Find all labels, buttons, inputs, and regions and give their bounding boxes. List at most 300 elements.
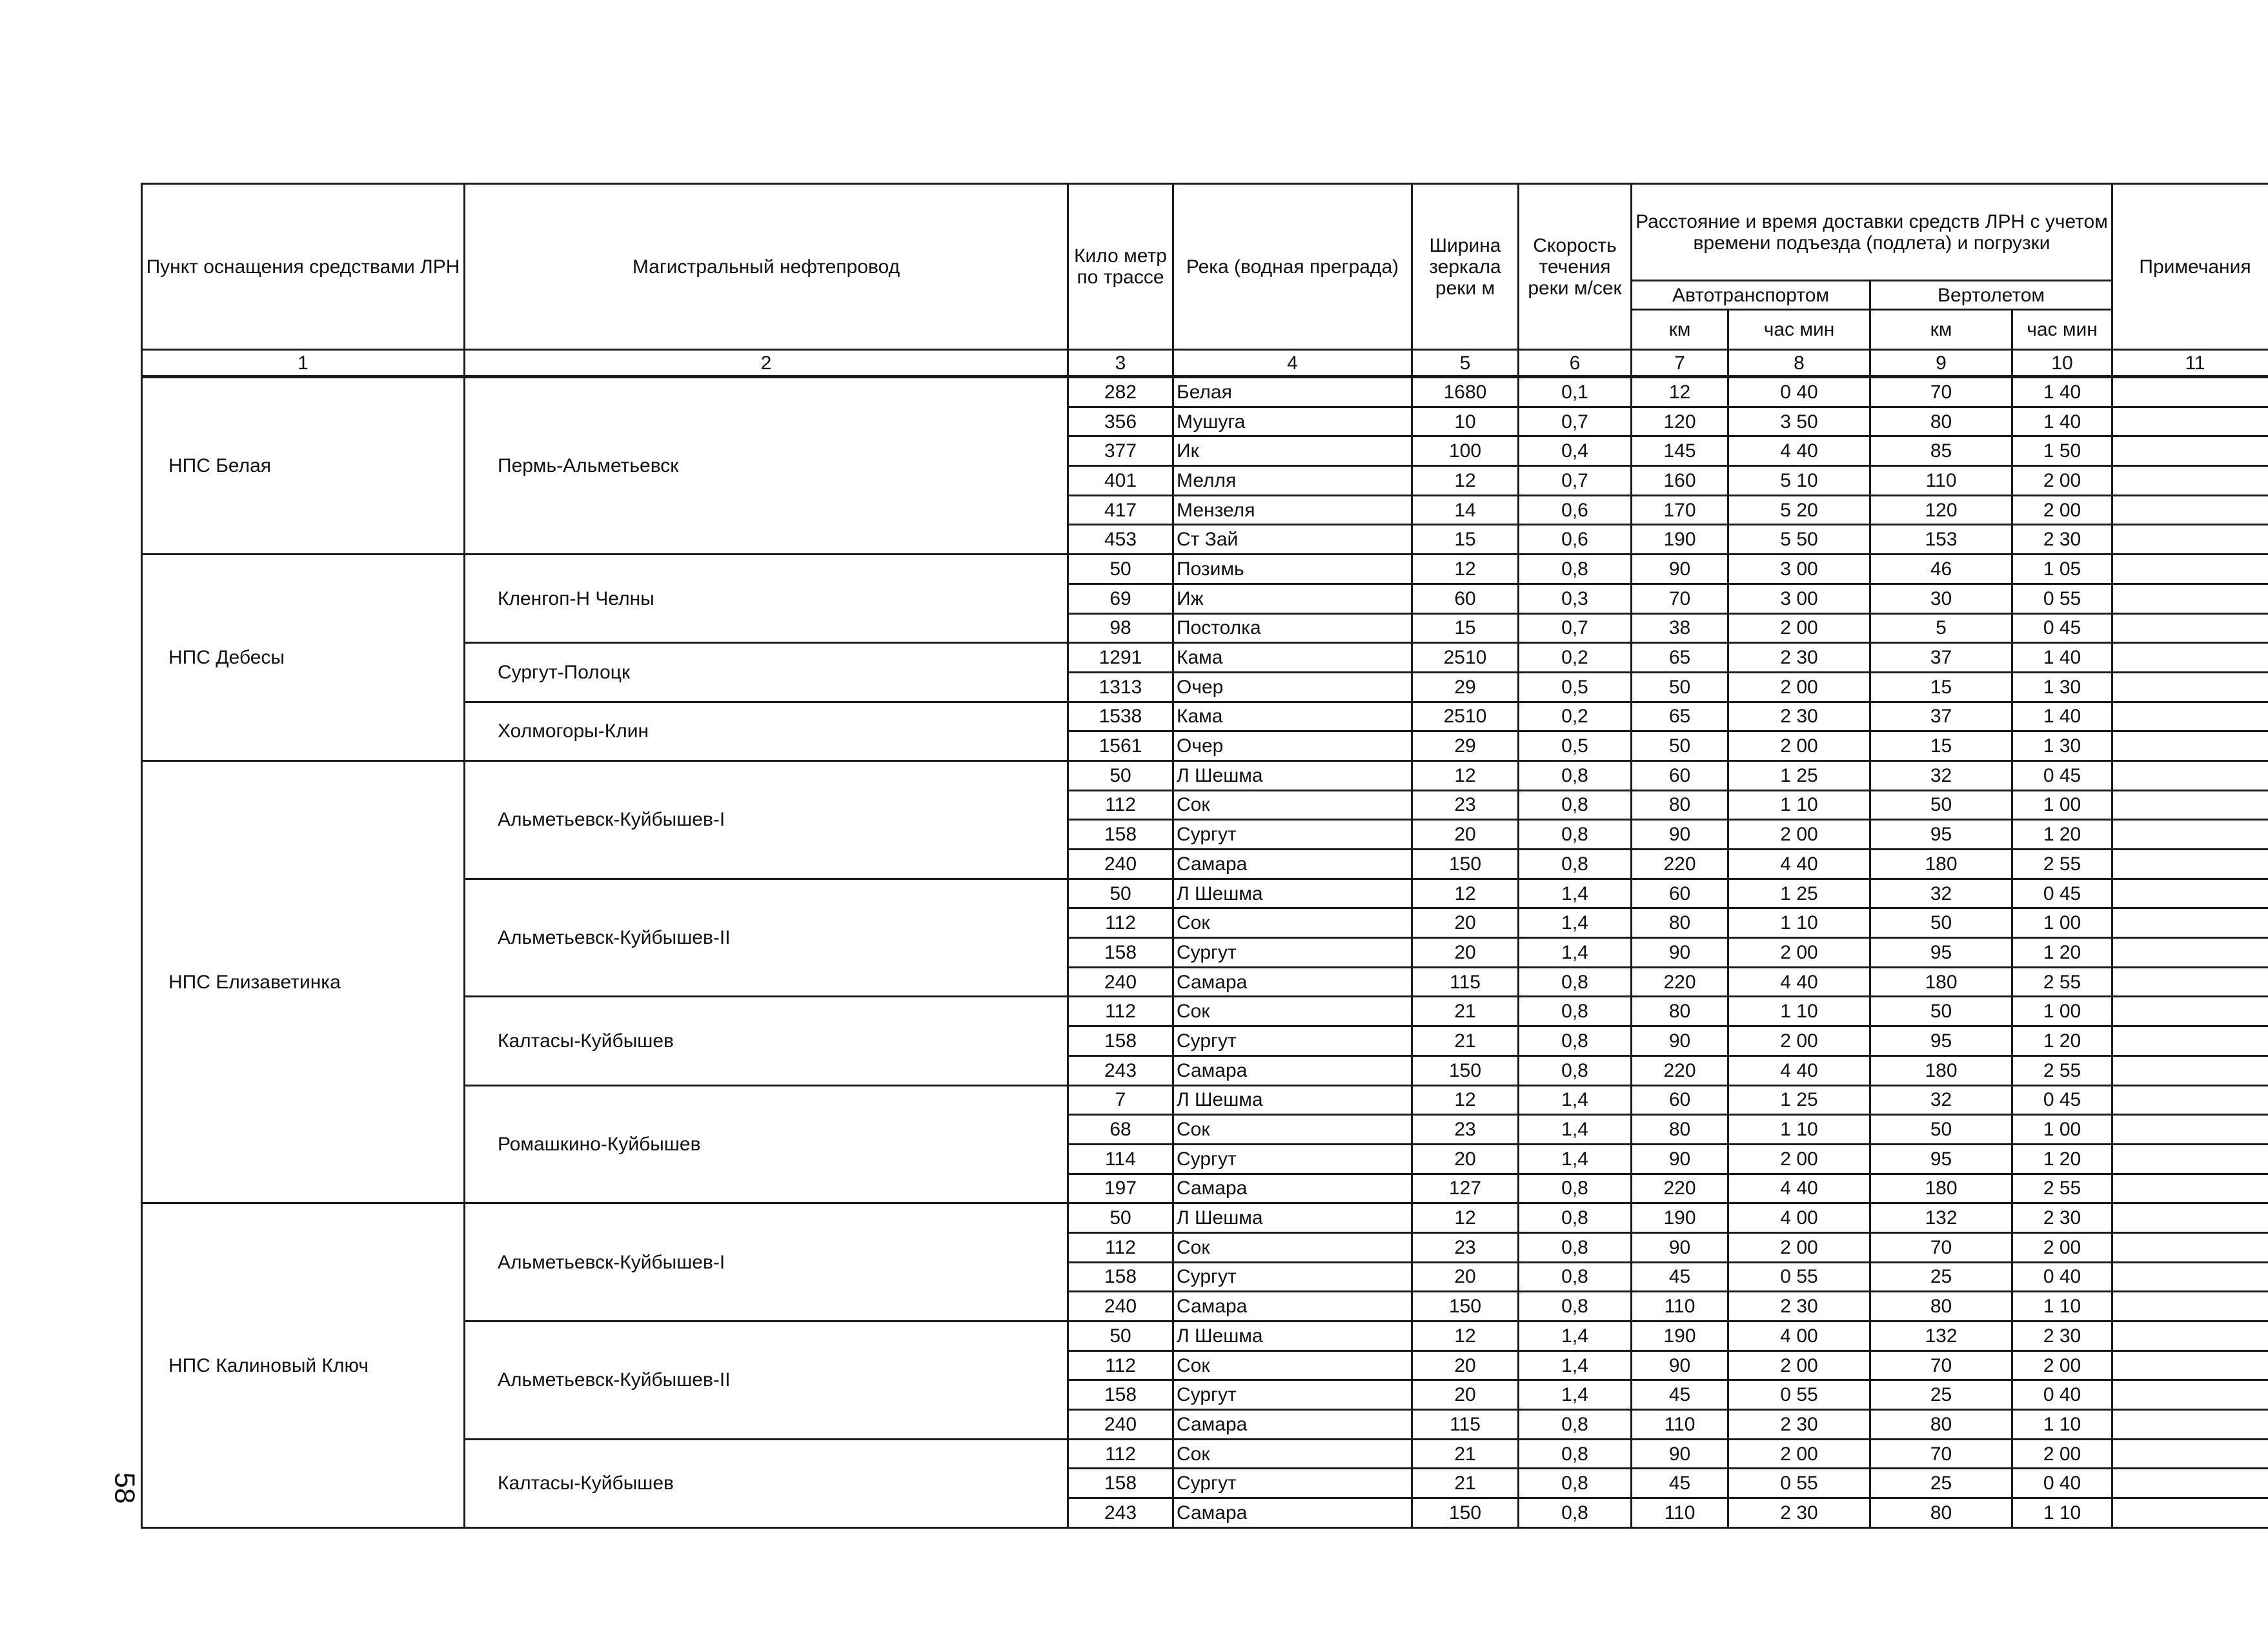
- width-cell: 1680: [1412, 377, 1519, 407]
- river-cell: Мензеля: [1173, 495, 1412, 525]
- auto-km-cell: 90: [1632, 1439, 1728, 1469]
- river-cell: Сок: [1173, 1115, 1412, 1145]
- notes-cell: [2112, 1380, 2268, 1410]
- speed-cell: 1,4: [1519, 879, 1632, 908]
- pipeline-cell: Калтасы-Куйбышев: [465, 997, 1068, 1085]
- notes-cell: [2112, 731, 2268, 761]
- width-cell: 21: [1412, 997, 1519, 1026]
- table-row: [142, 1203, 2268, 1233]
- auto-km-cell: 60: [1632, 879, 1728, 908]
- heli-time-cell: 0 40: [2012, 1380, 2112, 1410]
- auto-time-cell: 1 10: [1728, 1115, 1870, 1145]
- heli-km-cell: 95: [1870, 1144, 2012, 1174]
- header-point: Пункт оснащения средствами ЛРН: [142, 184, 465, 350]
- river-cell: Л Шешма: [1173, 1085, 1412, 1115]
- auto-time-cell: 2 00: [1728, 1144, 1870, 1174]
- km-cell: 282: [1068, 377, 1173, 407]
- river-cell: Мелля: [1173, 466, 1412, 496]
- heli-time-cell: 0 45: [2012, 879, 2112, 908]
- heli-time-cell: 1 05: [2012, 555, 2112, 584]
- km-cell: 158: [1068, 1469, 1173, 1498]
- heli-km-cell: 132: [1870, 1203, 2012, 1233]
- auto-time-cell: 2 00: [1728, 613, 1870, 643]
- auto-km-cell: 80: [1632, 1115, 1728, 1145]
- auto-km-cell: 90: [1632, 555, 1728, 584]
- table-body: [142, 377, 2268, 1528]
- auto-time-cell: 2 00: [1728, 1232, 1870, 1262]
- heli-km-cell: 30: [1870, 584, 2012, 613]
- header-auto-time: час мин: [1728, 310, 1870, 350]
- river-crossings-table: [141, 183, 2268, 1529]
- width-cell: 20: [1412, 1144, 1519, 1174]
- auto-time-cell: 4 40: [1728, 1174, 1870, 1203]
- header-heli-km: км: [1870, 310, 2012, 350]
- river-cell: Л Шешма: [1173, 1321, 1412, 1351]
- auto-time-cell: 4 40: [1728, 850, 1870, 879]
- km-cell: 112: [1068, 1232, 1173, 1262]
- km-cell: 69: [1068, 584, 1173, 613]
- heli-km-cell: 32: [1870, 879, 2012, 908]
- river-cell: Сургут: [1173, 1469, 1412, 1498]
- river-cell: Самара: [1173, 1410, 1412, 1440]
- heli-km-cell: 85: [1870, 436, 2012, 466]
- auto-time-cell: 3 00: [1728, 584, 1870, 613]
- river-cell: Сургут: [1173, 1144, 1412, 1174]
- width-cell: 150: [1412, 1498, 1519, 1528]
- heli-km-cell: 180: [1870, 850, 2012, 879]
- auto-km-cell: 50: [1632, 672, 1728, 702]
- speed-cell: 0,7: [1519, 613, 1632, 643]
- speed-cell: 0,7: [1519, 466, 1632, 496]
- auto-time-cell: 0 55: [1728, 1469, 1870, 1498]
- header-km: Кило метр по трассе: [1068, 184, 1173, 350]
- column-number: 10: [2012, 350, 2112, 377]
- auto-km-cell: 60: [1632, 760, 1728, 790]
- auto-km-cell: 80: [1632, 908, 1728, 938]
- river-cell: Иж: [1173, 584, 1412, 613]
- width-cell: 12: [1412, 879, 1519, 908]
- river-cell: Ик: [1173, 436, 1412, 466]
- table-row: [142, 555, 2268, 584]
- auto-time-cell: 0 55: [1728, 1380, 1870, 1410]
- river-cell: Сок: [1173, 790, 1412, 820]
- speed-cell: 0,8: [1519, 790, 1632, 820]
- km-cell: 68: [1068, 1115, 1173, 1145]
- table-row: [142, 760, 2268, 790]
- width-cell: 12: [1412, 555, 1519, 584]
- notes-cell: [2112, 1115, 2268, 1145]
- km-cell: 158: [1068, 820, 1173, 850]
- heli-km-cell: 153: [1870, 525, 2012, 555]
- width-cell: 23: [1412, 1115, 1519, 1145]
- width-cell: 29: [1412, 672, 1519, 702]
- river-cell: Самара: [1173, 850, 1412, 879]
- river-cell: Очер: [1173, 731, 1412, 761]
- equipment-point-cell: НПС Калиновый Ключ: [142, 1203, 465, 1528]
- notes-cell: [2112, 1203, 2268, 1233]
- pipeline-cell: Калтасы-Куйбышев: [465, 1439, 1068, 1527]
- speed-cell: 0,8: [1519, 1174, 1632, 1203]
- auto-km-cell: 120: [1632, 407, 1728, 436]
- auto-km-cell: 90: [1632, 1026, 1728, 1056]
- notes-cell: [2112, 702, 2268, 731]
- notes-cell: [2112, 584, 2268, 613]
- heli-time-cell: 2 55: [2012, 967, 2112, 997]
- km-cell: 240: [1068, 1410, 1173, 1440]
- auto-time-cell: 4 00: [1728, 1321, 1870, 1351]
- auto-time-cell: 1 25: [1728, 760, 1870, 790]
- auto-km-cell: 60: [1632, 1085, 1728, 1115]
- column-number: 5: [1412, 350, 1519, 377]
- notes-cell: [2112, 495, 2268, 525]
- header-delivery: Расстояние и время доставки средств ЛРН с учетом времени подъезда (подлета) и погрузки: [1632, 184, 2112, 281]
- header-notes: Примечания: [2112, 184, 2268, 350]
- width-cell: 12: [1412, 1085, 1519, 1115]
- auto-time-cell: 2 00: [1728, 938, 1870, 968]
- notes-cell: [2112, 1498, 2268, 1528]
- table-header: [142, 184, 2268, 377]
- river-cell: Сургут: [1173, 1262, 1412, 1292]
- auto-km-cell: 12: [1632, 377, 1728, 407]
- heli-km-cell: 132: [1870, 1321, 2012, 1351]
- auto-km-cell: 90: [1632, 1144, 1728, 1174]
- km-cell: 50: [1068, 1321, 1173, 1351]
- width-cell: 12: [1412, 466, 1519, 496]
- notes-cell: [2112, 377, 2268, 407]
- speed-cell: 0,8: [1519, 967, 1632, 997]
- width-cell: 10: [1412, 407, 1519, 436]
- width-cell: 21: [1412, 1026, 1519, 1056]
- auto-km-cell: 220: [1632, 967, 1728, 997]
- auto-time-cell: 2 30: [1728, 1292, 1870, 1321]
- heli-time-cell: 2 00: [2012, 1439, 2112, 1469]
- notes-cell: [2112, 967, 2268, 997]
- river-cell: Мушуга: [1173, 407, 1412, 436]
- river-cell: Самара: [1173, 1055, 1412, 1085]
- river-cell: Кама: [1173, 643, 1412, 673]
- width-cell: 12: [1412, 1321, 1519, 1351]
- header-river: Река (водная преграда): [1173, 184, 1412, 350]
- auto-time-cell: 2 00: [1728, 1439, 1870, 1469]
- auto-time-cell: 4 40: [1728, 436, 1870, 466]
- notes-cell: [2112, 466, 2268, 496]
- km-cell: 112: [1068, 790, 1173, 820]
- pipeline-cell: Кленгоп-Н Челны: [465, 555, 1068, 643]
- river-cell: Самара: [1173, 1292, 1412, 1321]
- width-cell: 2510: [1412, 702, 1519, 731]
- km-cell: 50: [1068, 879, 1173, 908]
- width-cell: 12: [1412, 760, 1519, 790]
- speed-cell: 0,8: [1519, 555, 1632, 584]
- width-cell: 150: [1412, 850, 1519, 879]
- pipeline-cell: Альметьевск-Куйбышев-II: [465, 879, 1068, 997]
- auto-time-cell: 3 50: [1728, 407, 1870, 436]
- table-row: [142, 377, 2268, 407]
- auto-time-cell: 3 00: [1728, 555, 1870, 584]
- heli-time-cell: 1 40: [2012, 702, 2112, 731]
- notes-cell: [2112, 1232, 2268, 1262]
- river-cell: Самара: [1173, 1498, 1412, 1528]
- width-cell: 60: [1412, 584, 1519, 613]
- column-number: 9: [1870, 350, 2012, 377]
- heli-time-cell: 2 00: [2012, 1351, 2112, 1380]
- km-cell: 1561: [1068, 731, 1173, 761]
- km-cell: 50: [1068, 760, 1173, 790]
- auto-km-cell: 90: [1632, 820, 1728, 850]
- heli-km-cell: 80: [1870, 1498, 2012, 1528]
- width-cell: 15: [1412, 613, 1519, 643]
- notes-cell: [2112, 850, 2268, 879]
- notes-cell: [2112, 555, 2268, 584]
- auto-time-cell: 2 30: [1728, 643, 1870, 673]
- km-cell: 112: [1068, 1439, 1173, 1469]
- width-cell: 15: [1412, 525, 1519, 555]
- notes-cell: [2112, 1410, 2268, 1440]
- width-cell: 23: [1412, 1232, 1519, 1262]
- speed-cell: 0,8: [1519, 1439, 1632, 1469]
- notes-cell: [2112, 643, 2268, 673]
- auto-km-cell: 38: [1632, 613, 1728, 643]
- width-cell: 14: [1412, 495, 1519, 525]
- km-cell: 112: [1068, 1351, 1173, 1380]
- river-cell: Л Шешма: [1173, 760, 1412, 790]
- header-heli: Вертолетом: [1870, 281, 2112, 310]
- speed-cell: 0,1: [1519, 377, 1632, 407]
- column-number: 3: [1068, 350, 1173, 377]
- km-cell: 401: [1068, 466, 1173, 496]
- heli-km-cell: 46: [1870, 555, 2012, 584]
- width-cell: 20: [1412, 1351, 1519, 1380]
- heli-km-cell: 32: [1870, 760, 2012, 790]
- river-cell: Кама: [1173, 702, 1412, 731]
- heli-time-cell: 1 50: [2012, 436, 2112, 466]
- km-cell: 356: [1068, 407, 1173, 436]
- heli-time-cell: 0 45: [2012, 760, 2112, 790]
- width-cell: 21: [1412, 1439, 1519, 1469]
- heli-time-cell: 1 20: [2012, 1026, 2112, 1056]
- auto-time-cell: 2 00: [1728, 1351, 1870, 1380]
- heli-time-cell: 1 30: [2012, 672, 2112, 702]
- river-cell: Самара: [1173, 1174, 1412, 1203]
- pipeline-cell: Сургут-Полоцк: [465, 643, 1068, 702]
- header-auto: Автотранспортом: [1632, 281, 1870, 310]
- heli-km-cell: 50: [1870, 997, 2012, 1026]
- speed-cell: 0,8: [1519, 1232, 1632, 1262]
- column-numbers-row: [142, 350, 2268, 377]
- km-cell: 50: [1068, 1203, 1173, 1233]
- equipment-point-cell: НПС Белая: [142, 377, 465, 555]
- speed-cell: 0,4: [1519, 436, 1632, 466]
- km-cell: 158: [1068, 938, 1173, 968]
- river-cell: Сок: [1173, 1351, 1412, 1380]
- heli-time-cell: 1 40: [2012, 643, 2112, 673]
- auto-time-cell: 1 25: [1728, 879, 1870, 908]
- notes-cell: [2112, 1351, 2268, 1380]
- equipment-point-cell: НПС Дебесы: [142, 555, 465, 761]
- speed-cell: 0,8: [1519, 850, 1632, 879]
- notes-cell: [2112, 879, 2268, 908]
- heli-time-cell: 0 55: [2012, 584, 2112, 613]
- heli-km-cell: 110: [1870, 466, 2012, 496]
- notes-cell: [2112, 1439, 2268, 1469]
- auto-km-cell: 220: [1632, 1055, 1728, 1085]
- width-cell: 20: [1412, 938, 1519, 968]
- river-cell: Самара: [1173, 967, 1412, 997]
- km-cell: 417: [1068, 495, 1173, 525]
- auto-time-cell: 4 40: [1728, 967, 1870, 997]
- notes-cell: [2112, 1174, 2268, 1203]
- heli-km-cell: 25: [1870, 1262, 2012, 1292]
- heli-km-cell: 25: [1870, 1380, 2012, 1410]
- auto-time-cell: 5 10: [1728, 466, 1870, 496]
- notes-cell: [2112, 938, 2268, 968]
- river-cell: Сургут: [1173, 820, 1412, 850]
- auto-time-cell: 5 20: [1728, 495, 1870, 525]
- header-auto-km: км: [1632, 310, 1728, 350]
- notes-cell: [2112, 760, 2268, 790]
- auto-km-cell: 190: [1632, 525, 1728, 555]
- river-cell: Ст Зай: [1173, 525, 1412, 555]
- speed-cell: 1,4: [1519, 1144, 1632, 1174]
- pipeline-cell: Ромашкино-Куйбышев: [465, 1085, 1068, 1203]
- speed-cell: 0,2: [1519, 643, 1632, 673]
- auto-km-cell: 65: [1632, 702, 1728, 731]
- river-cell: Сургут: [1173, 1380, 1412, 1410]
- heli-time-cell: 1 10: [2012, 1410, 2112, 1440]
- width-cell: 100: [1412, 436, 1519, 466]
- river-cell: Л Шешма: [1173, 1203, 1412, 1233]
- heli-km-cell: 95: [1870, 1026, 2012, 1056]
- width-cell: 115: [1412, 1410, 1519, 1440]
- heli-time-cell: 2 00: [2012, 466, 2112, 496]
- km-cell: 1291: [1068, 643, 1173, 673]
- auto-km-cell: 110: [1632, 1292, 1728, 1321]
- heli-km-cell: 32: [1870, 1085, 2012, 1115]
- speed-cell: 0,2: [1519, 702, 1632, 731]
- auto-km-cell: 80: [1632, 790, 1728, 820]
- auto-km-cell: 65: [1632, 643, 1728, 673]
- km-cell: 240: [1068, 1292, 1173, 1321]
- speed-cell: 0,8: [1519, 1262, 1632, 1292]
- auto-km-cell: 90: [1632, 1351, 1728, 1380]
- speed-cell: 1,4: [1519, 1115, 1632, 1145]
- speed-cell: 0,8: [1519, 1410, 1632, 1440]
- width-cell: 23: [1412, 790, 1519, 820]
- notes-cell: [2112, 1321, 2268, 1351]
- pipeline-cell: Пермь-Альметьевск: [465, 377, 1068, 555]
- heli-time-cell: 1 00: [2012, 790, 2112, 820]
- km-cell: 114: [1068, 1144, 1173, 1174]
- heli-km-cell: 50: [1870, 1115, 2012, 1145]
- heli-time-cell: 2 30: [2012, 525, 2112, 555]
- page-number: 58: [108, 1472, 141, 1504]
- auto-time-cell: 1 10: [1728, 997, 1870, 1026]
- auto-time-cell: 2 00: [1728, 820, 1870, 850]
- notes-cell: [2112, 1026, 2268, 1056]
- river-cell: Сок: [1173, 1232, 1412, 1262]
- column-number: 4: [1173, 350, 1412, 377]
- auto-time-cell: 2 30: [1728, 1498, 1870, 1528]
- speed-cell: 1,4: [1519, 908, 1632, 938]
- auto-km-cell: 110: [1632, 1498, 1728, 1528]
- auto-km-cell: 50: [1632, 731, 1728, 761]
- width-cell: 20: [1412, 1380, 1519, 1410]
- speed-cell: 1,4: [1519, 1380, 1632, 1410]
- heli-km-cell: 37: [1870, 643, 2012, 673]
- auto-time-cell: 0 40: [1728, 377, 1870, 407]
- heli-time-cell: 2 00: [2012, 495, 2112, 525]
- heli-time-cell: 1 10: [2012, 1292, 2112, 1321]
- column-number: 6: [1519, 350, 1632, 377]
- header-pipeline: Магистральный нефтепровод: [465, 184, 1068, 350]
- width-cell: 21: [1412, 1469, 1519, 1498]
- header-speed: Скорость течения реки м/сек: [1519, 184, 1632, 350]
- river-cell: Сок: [1173, 908, 1412, 938]
- speed-cell: 0,7: [1519, 407, 1632, 436]
- auto-time-cell: 2 30: [1728, 702, 1870, 731]
- auto-km-cell: 160: [1632, 466, 1728, 496]
- river-cell: Постолка: [1173, 613, 1412, 643]
- heli-km-cell: 70: [1870, 1232, 2012, 1262]
- speed-cell: 1,4: [1519, 1351, 1632, 1380]
- column-number: 11: [2112, 350, 2268, 377]
- heli-km-cell: 15: [1870, 731, 2012, 761]
- river-cell: Белая: [1173, 377, 1412, 407]
- speed-cell: 1,4: [1519, 938, 1632, 968]
- width-cell: 29: [1412, 731, 1519, 761]
- heli-time-cell: 1 20: [2012, 820, 2112, 850]
- speed-cell: 1,4: [1519, 1321, 1632, 1351]
- heli-km-cell: 80: [1870, 407, 2012, 436]
- heli-km-cell: 180: [1870, 1174, 2012, 1203]
- auto-km-cell: 90: [1632, 1232, 1728, 1262]
- heli-time-cell: 2 55: [2012, 1174, 2112, 1203]
- heli-time-cell: 1 00: [2012, 1115, 2112, 1145]
- auto-km-cell: 45: [1632, 1380, 1728, 1410]
- km-cell: 240: [1068, 850, 1173, 879]
- speed-cell: 1,4: [1519, 1085, 1632, 1115]
- auto-km-cell: 220: [1632, 850, 1728, 879]
- speed-cell: 0,5: [1519, 731, 1632, 761]
- notes-cell: [2112, 407, 2268, 436]
- heli-time-cell: 0 40: [2012, 1262, 2112, 1292]
- heli-km-cell: 80: [1870, 1292, 2012, 1321]
- column-number: 2: [465, 350, 1068, 377]
- speed-cell: 0,8: [1519, 1055, 1632, 1085]
- km-cell: 112: [1068, 908, 1173, 938]
- heli-time-cell: 1 30: [2012, 731, 2112, 761]
- speed-cell: 0,5: [1519, 672, 1632, 702]
- heli-km-cell: 70: [1870, 377, 2012, 407]
- notes-cell: [2112, 997, 2268, 1026]
- auto-time-cell: 2 00: [1728, 1026, 1870, 1056]
- speed-cell: 0,8: [1519, 820, 1632, 850]
- auto-time-cell: 1 25: [1728, 1085, 1870, 1115]
- heli-time-cell: 1 00: [2012, 997, 2112, 1026]
- auto-km-cell: 70: [1632, 584, 1728, 613]
- speed-cell: 0,8: [1519, 997, 1632, 1026]
- auto-time-cell: 4 00: [1728, 1203, 1870, 1233]
- width-cell: 20: [1412, 1262, 1519, 1292]
- notes-cell: [2112, 1292, 2268, 1321]
- river-cell: Очер: [1173, 672, 1412, 702]
- speed-cell: 0,8: [1519, 1203, 1632, 1233]
- notes-cell: [2112, 790, 2268, 820]
- notes-cell: [2112, 672, 2268, 702]
- notes-cell: [2112, 613, 2268, 643]
- auto-km-cell: 170: [1632, 495, 1728, 525]
- heli-km-cell: 180: [1870, 1055, 2012, 1085]
